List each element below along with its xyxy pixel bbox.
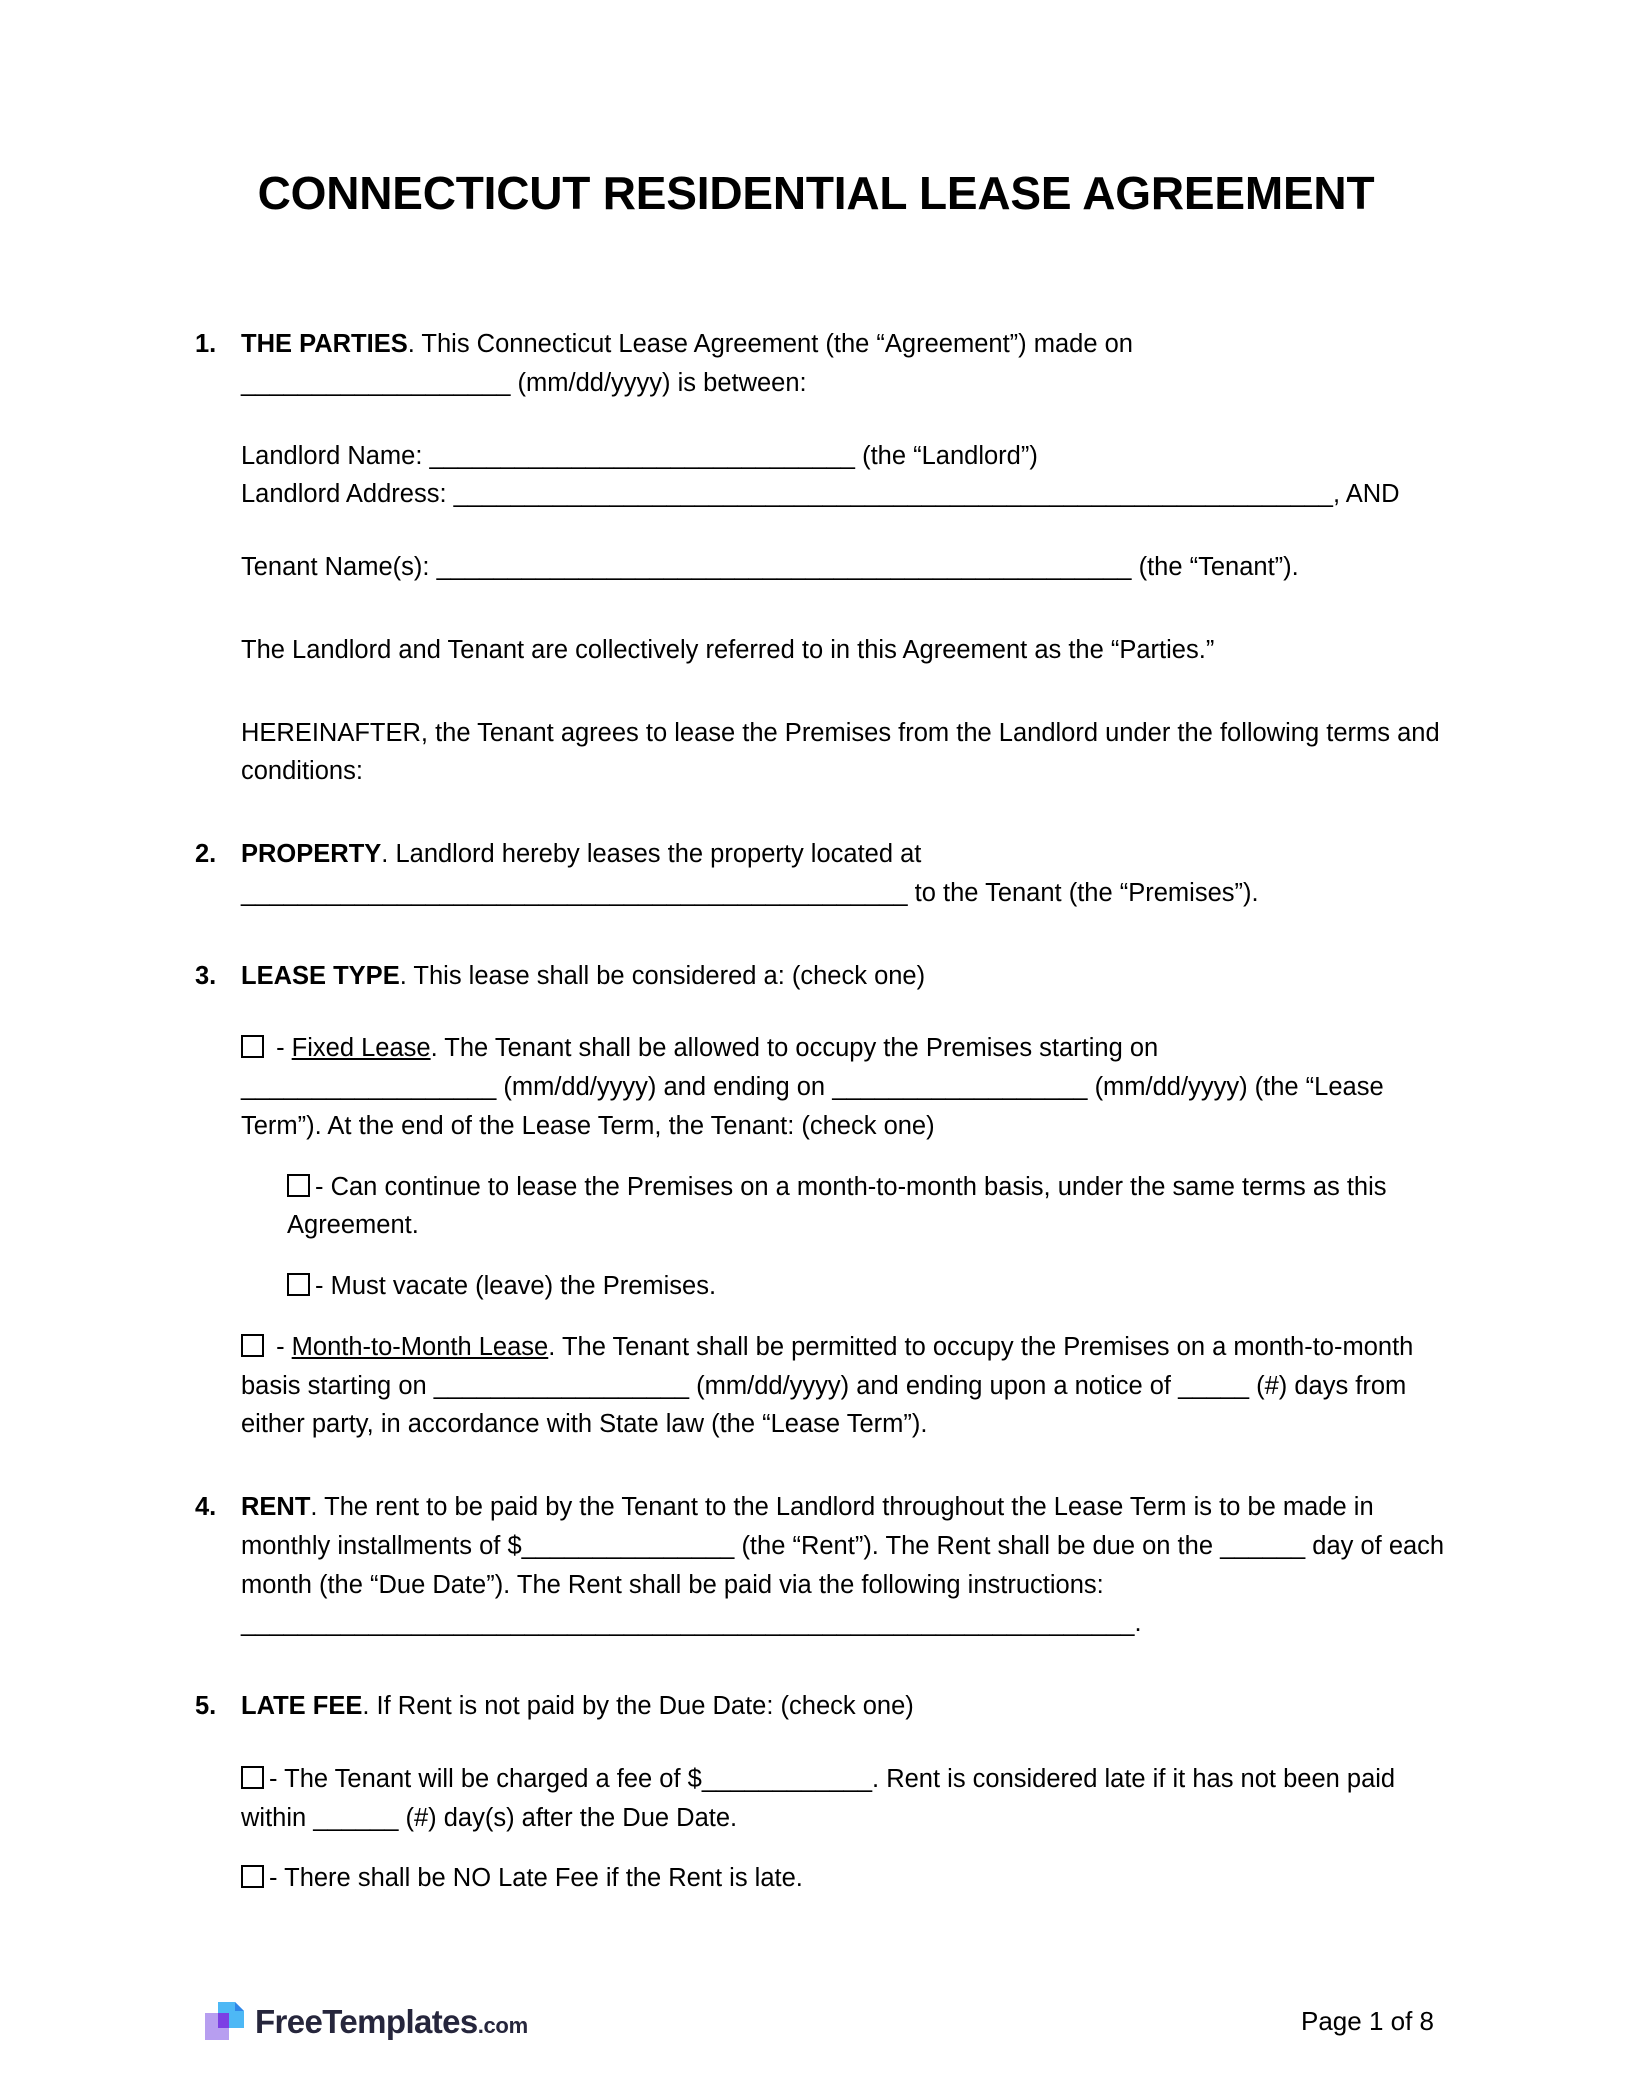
- clause-heading: LATE FEE: [241, 1692, 363, 1720]
- late-fee-amount-blank[interactable]: ____________: [701, 1764, 873, 1793]
- month-to-month-text-b: (mm/dd/yyyy) and ending upon a notice of: [689, 1371, 1179, 1400]
- month-to-month-dash: -: [269, 1332, 292, 1361]
- landlord-name-suffix: (the “Landlord”): [855, 441, 1038, 470]
- tenant-name-blank[interactable]: _________________________________________________: [436, 553, 1132, 581]
- spacer: [195, 1146, 1450, 1168]
- option-late-fee-charged[interactable]: [241, 1760, 1450, 1838]
- clause-the-parties: [195, 325, 1450, 403]
- option-fixed-lease[interactable]: [241, 1029, 1450, 1145]
- clause-number: 1.: [195, 330, 217, 358]
- must-vacate-text: - Must vacate (leave) the Premises.: [315, 1272, 717, 1300]
- checkbox-continue-month-to-month[interactable]: [287, 1174, 310, 1197]
- clause-text: [241, 1687, 1450, 1726]
- fixed-lease-text-a: . The Tenant shall be allowed to occupy the Premises starting on: [430, 1034, 1159, 1063]
- option-month-to-month-lease[interactable]: [241, 1328, 1450, 1444]
- month-to-month-days-blank[interactable]: _____: [1178, 1371, 1250, 1400]
- hereinafter-sentence: HEREINAFTER, the Tenant agrees to lease the Premises from the Landlord under the following terms and conditions:: [241, 718, 1440, 786]
- fixed-lease-text-c: (mm/dd/yyyy) (the “Lease Term”). At the end of the Lease Term, the Tenant: (check one): [241, 1073, 1384, 1140]
- rent-instructions-blank[interactable]: _______________________________________________________________: [241, 1609, 1135, 1638]
- continue-month-to-month-text: - Can continue to lease the Premises on a month-to-month basis, under the same terms as this Agreement.: [287, 1172, 1387, 1240]
- spacer: [195, 1306, 1450, 1328]
- spacer: [195, 1444, 1450, 1488]
- option-continue-month-to-month[interactable]: [287, 1168, 1450, 1246]
- spacer: [195, 913, 1450, 957]
- page-title: CONNECTICUT RESIDENTIAL LEASE AGREEMENT: [257, 167, 1375, 219]
- fixed-lease-label: Fixed Lease: [291, 1034, 431, 1063]
- clause-number: 3.: [195, 961, 217, 990]
- clause-property: [195, 835, 1450, 913]
- spacer: [195, 1726, 1450, 1760]
- clause-text: [241, 957, 1450, 996]
- clause-late-fee: [195, 1687, 1450, 1726]
- spacer: [195, 1643, 1450, 1687]
- tenant-name-label: Tenant Name(s):: [241, 553, 437, 581]
- tenant-name-suffix: (the “Tenant”).: [1131, 553, 1299, 581]
- rent-amount-blank[interactable]: _______________: [521, 1531, 735, 1560]
- late-fee-text: . If Rent is not paid by the Due Date: (check one): [362, 1692, 914, 1720]
- brand-name: FreeTemplates: [255, 2002, 478, 2040]
- fixed-lease-dash: -: [269, 1034, 292, 1063]
- rent-text-b: (the “Rent”). The Rent shall be due on the: [734, 1531, 1221, 1560]
- parties-intro-b: (mm/dd/yyyy) is between:: [510, 368, 807, 397]
- spacer: [195, 670, 1450, 714]
- checkbox-must-vacate[interactable]: [287, 1273, 310, 1296]
- option-no-late-fee[interactable]: [241, 1859, 1450, 1898]
- clause-number: 4.: [195, 1493, 217, 1521]
- clause-text: [241, 835, 1450, 913]
- clause-heading: THE PARTIES: [241, 330, 408, 358]
- lease-type-text: . This lease shall be considered a: (check one): [399, 961, 926, 990]
- property-address-blank[interactable]: _______________________________________________: [241, 878, 908, 907]
- document-body: [195, 325, 1450, 1898]
- brand-wordmark: [255, 2002, 528, 2040]
- landlord-name-line: [241, 437, 1450, 476]
- clause-heading: LEASE TYPE: [241, 961, 400, 990]
- clause-heading: PROPERTY: [241, 840, 382, 868]
- checkbox-late-fee-charged[interactable]: [241, 1766, 264, 1789]
- month-to-month-text-a: . The Tenant shall be permitted to occupy the Premises on a month-to-month basis starting on: [241, 1332, 1414, 1400]
- fixed-lease-text-b: (mm/dd/yyyy) and ending on: [496, 1073, 833, 1101]
- spacer: [195, 1837, 1450, 1859]
- brand-suffix: .com: [477, 2012, 528, 2038]
- landlord-name-label: Landlord Name:: [241, 441, 430, 470]
- spacer: [195, 791, 1450, 835]
- checkbox-no-late-fee[interactable]: [241, 1865, 264, 1888]
- rent-text-d: .: [1134, 1609, 1142, 1638]
- month-to-month-text-c: (#) days from either party, in accordance with State law (the “Lease Term”).: [241, 1371, 1407, 1439]
- agreement-date-blank[interactable]: ___________________: [241, 368, 511, 397]
- rent-text-c: day of each month (the “Due Date”). The Rent shall be paid via the following instructions:: [241, 1531, 1445, 1599]
- option-must-vacate[interactable]: [287, 1267, 1450, 1306]
- clause-text: [241, 1488, 1450, 1643]
- parties-collective-sentence: The Landlord and Tenant are collectively referred to in this Agreement as the “Parties.”: [241, 635, 1215, 664]
- spacer: [195, 587, 1450, 631]
- month-to-month-label: Month-to-Month Lease: [291, 1332, 549, 1361]
- spacer: [195, 514, 1450, 548]
- landlord-name-blank[interactable]: ______________________________: [429, 441, 855, 470]
- spacer: [195, 995, 1450, 1029]
- landlord-address-line: [241, 475, 1450, 514]
- clause-lease-type: [195, 957, 1450, 996]
- tenant-name-line: [241, 548, 1450, 587]
- fixed-lease-end-blank[interactable]: __________________: [832, 1073, 1088, 1101]
- checkbox-month-to-month-lease[interactable]: [241, 1334, 264, 1357]
- spacer: [195, 403, 1450, 437]
- late-fee-charged-text-a: - The Tenant will be charged a fee of $: [269, 1764, 702, 1793]
- footer-brand[interactable]: [205, 2000, 528, 2042]
- clause-text: [241, 325, 1450, 403]
- clause-number: 5.: [195, 1692, 217, 1720]
- landlord-address-suffix: , AND: [1332, 480, 1400, 509]
- spacer: [195, 1245, 1450, 1267]
- parties-intro-a: . This Connecticut Lease Agreement (the “Agreement”) made on: [407, 330, 1133, 358]
- clause-heading: RENT: [241, 1493, 311, 1521]
- checkbox-fixed-lease[interactable]: [241, 1035, 264, 1058]
- page-number: Page 1 of 8: [1301, 2006, 1434, 2036]
- landlord-address-label: Landlord Address:: [241, 480, 454, 509]
- rent-text-a: . The rent to be paid by the Tenant to the Landlord throughout the Lease Term is to be made in monthly installments of $: [241, 1493, 1374, 1560]
- clause-number: 2.: [195, 840, 217, 868]
- property-text-b: to the Tenant (the “Premises”).: [907, 878, 1259, 907]
- late-fee-charged-text-c: (#) day(s) after the Due Date.: [398, 1803, 738, 1832]
- late-fee-charged-text-b: . Rent is considered late if it has not been paid within: [241, 1764, 1396, 1832]
- no-late-fee-text: - There shall be NO Late Fee if the Rent is late.: [269, 1864, 803, 1893]
- month-to-month-start-blank[interactable]: __________________: [433, 1371, 690, 1400]
- late-fee-days-blank[interactable]: ______: [313, 1803, 399, 1832]
- clause-rent: [195, 1488, 1450, 1643]
- fixed-lease-start-blank[interactable]: __________________: [241, 1073, 497, 1101]
- property-text-a: . Landlord hereby leases the property located at: [381, 840, 922, 868]
- freetemplates-logo-icon: [205, 2000, 245, 2042]
- rent-due-day-blank[interactable]: ______: [1220, 1531, 1306, 1560]
- landlord-address-blank[interactable]: ______________________________________________________________: [453, 480, 1333, 509]
